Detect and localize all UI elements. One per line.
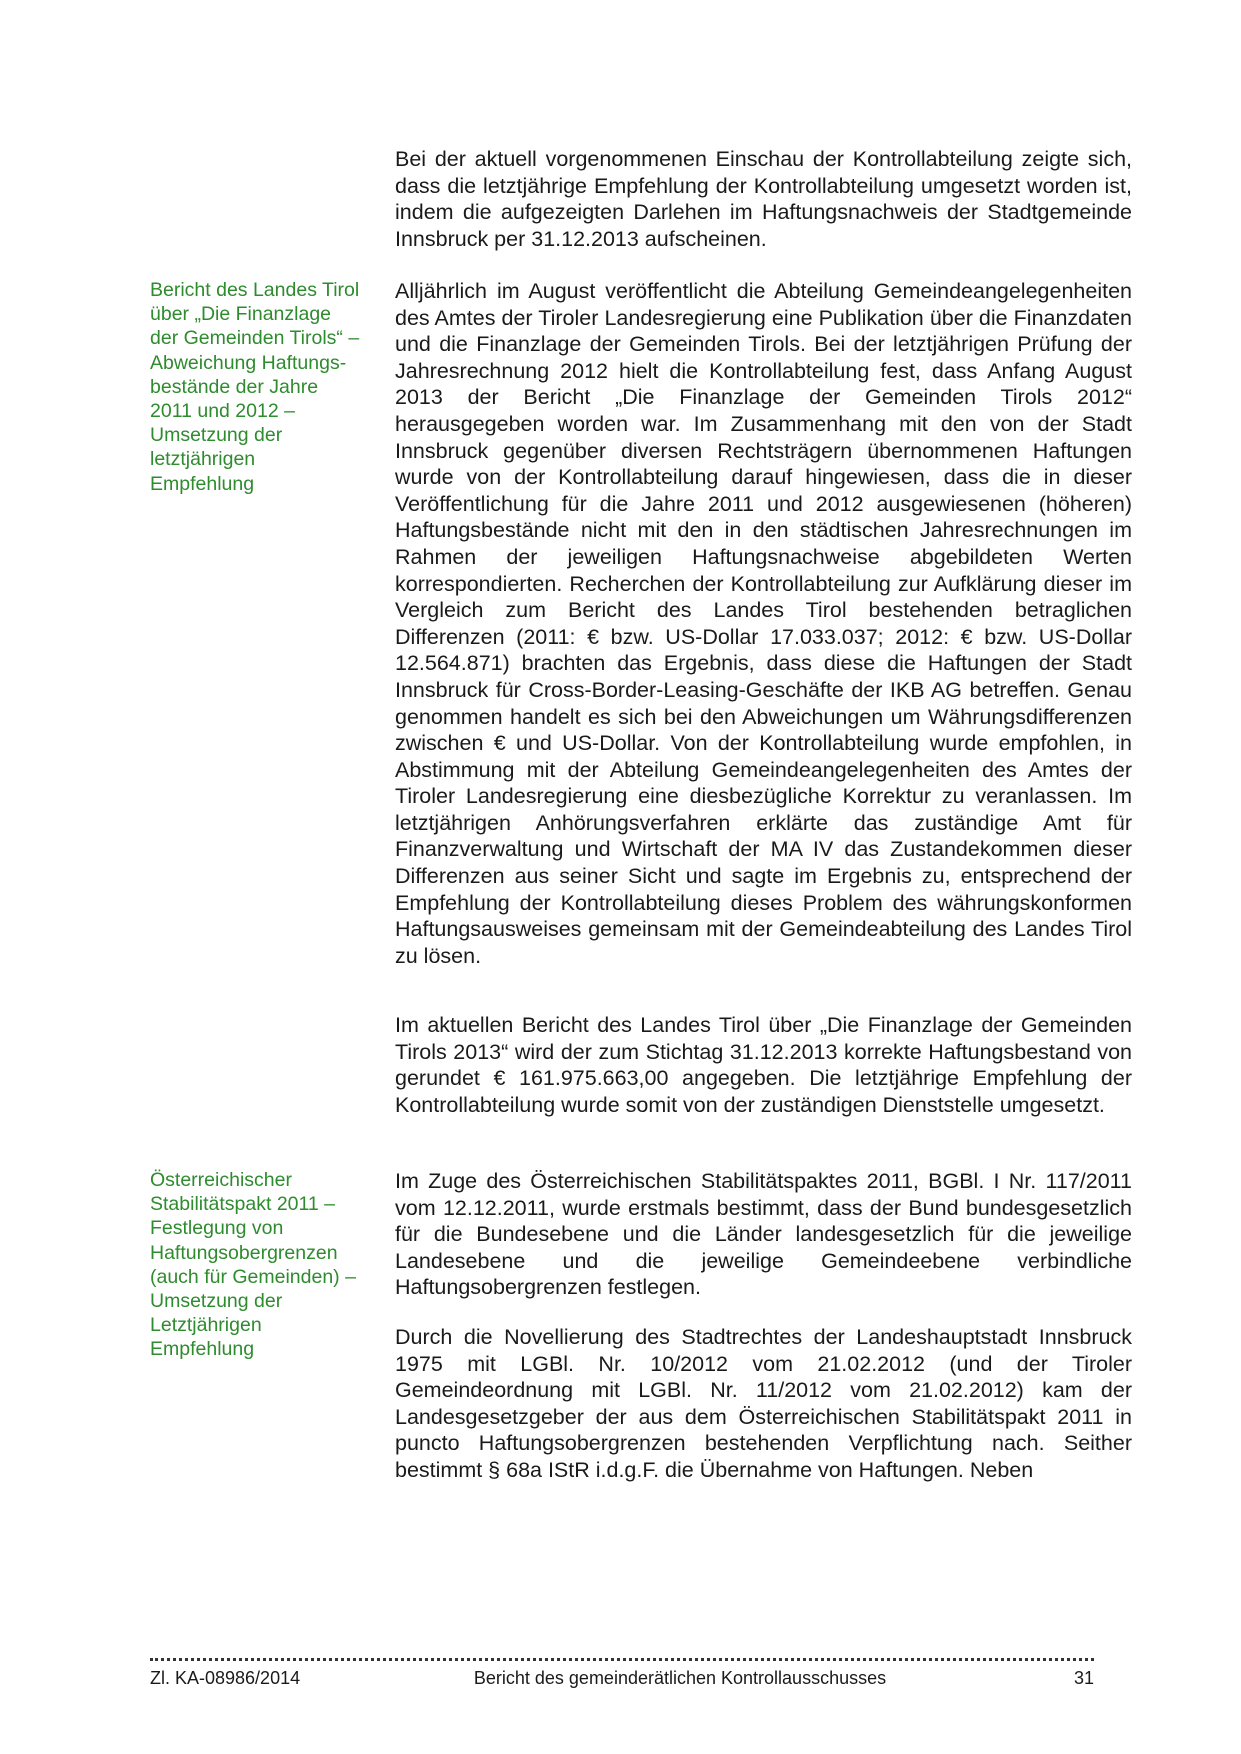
margin-note-line: Haftungsobergrenzen <box>150 1241 338 1264</box>
margin-note-line: Letztjährigen <box>150 1314 262 1337</box>
margin-note-line: Österreichischer <box>150 1169 292 1191</box>
paragraph-novellierung: Durch die Novellierung des Stadtrechtes der Landeshauptstadt Innsbruck 1975 mit LGBl. Nr. 10/2012 vom 21.02.2012 (und der Tiroler Gemeindeordnung mit LGBl. Nr. 11/2012 vom 21.02.2012) kam der Landesgesetzgeber der aus dem Österreichischen Stabilitätspakt 2011 in puncto Haftungsobergrenzen bestehenden Verpflichtung nach. Seither bestimmt § 68a IStR i.d.g.F. die Übernahme von Haftungen. Neben <box>395 1325 1132 1482</box>
margin-note-landesbericht <box>150 278 386 496</box>
margin-note-line: (auch für Gemeinden) – <box>150 1265 356 1288</box>
margin-note-line: Bericht des Landes Tirol <box>150 279 360 301</box>
paragraph-stabilitaetspakt: Im Zuge des Österreichischen Stabilitätspaktes 2011, BGBl. I Nr. 117/2011 vom 12.12.2011, wurde erstmals bestimmt, dass der Bund bundesgesetzlich für die Bundesebene und die Länder landesgesetzlich für die jeweilige Landesebene und die jeweilige Gemeindeebene verbindliche Haftungsobergrenzen festlegen. <box>395 1169 1132 1300</box>
footer-title: Bericht des gemeinderätlichen Kontrollausschusses <box>473 1668 887 1688</box>
margin-note-line: bestände der Jahre <box>150 375 319 398</box>
margin-note-line: über „Die Finanzlage <box>150 303 332 326</box>
margin-note-line: Festlegung von <box>150 1217 284 1240</box>
margin-note-line: Abweichung Haftungs- <box>150 351 347 374</box>
margin-note-line: letztjährigen <box>150 448 256 471</box>
page-number: 31 <box>1073 1668 1094 1688</box>
footer-reference: Zl. KA-08986/2014 <box>150 1668 301 1688</box>
margin-note-line: der Gemeinden Tirols“ – <box>150 327 360 350</box>
paragraph-finanzlage: Alljährlich im August veröffentlicht die Abteilung Gemeindeangelegenheiten des Amtes der Tiroler Landesregierung eine Publikation über die Finanzdaten und die Finanzlage der Gemeinden Tirols. Bei der letztjährigen Prüfung der Jahresrechnung 2012 hielt die Kontrollabteilung fest, dass Anfang August 2013 der Bericht „Die Finanzlage der Gemeinden Tirols 2012“ herausgegeben worden war. Im Zusammenhang mit den von der Stadt Innsbruck gegenüber diversen Rechtsträgern übernommenen Haftungen wurde von der Kontrollabteilung darauf hingewiesen, dass die in dieser Veröffentlichung für die Jahre 2011 und 2012 ausgewiesenen (höheren) Haftungsbestände nicht mit den in den städtischen Jahresrechnungen im Rahmen der jeweiligen Haftungsnachweise abgebildeten Werten korrespondierten. Recherchen der Kontrollabteilung zur Aufklärung dieser im Vergleich zum Bericht des Landes Tirol bestehenden betraglichen Differenzen (2011: € bzw. US-Dollar 17.033.037; 2012: € bzw. US-Dollar 12.564.871) brachten das Ergebnis, dass diese die Haftungen der Stadt Innsbruck für Cross-Border-Leasing-Geschäfte der IKB AG betreffen. Genau genommen handelt es sich bei den Abweichungen um Währungsdifferenzen zwischen € und US-Dollar. Von der Kontrollabteilung wurde empfohlen, in Abstimmung mit der Abteilung Gemeindeangelegenheiten des Amtes der Tiroler Landesregierung eine diesbezügliche Korrektur zu veranlassen. Im letztjährigen Anhörungsverfahren erklärte das zuständige Amt für Finanzverwaltung und Wirtschaft der MA IV das Zustandekommen dieser Differenzen aus seiner Sicht und sagte im Ergebnis zu, entsprechend der Empfehlung der Kontrollabteilung dieses Problem des währungskonformen Haftungsausweises gemeinsam mit der Gemeindeabteilung des Landes Tirol zu lösen. <box>395 279 1132 968</box>
footer-divider <box>150 1658 1094 1661</box>
paragraph-aktueller-bericht: Im aktuellen Bericht des Landes Tirol über „Die Finanzlage der Gemeinden Tirols 2013“ wird der zum Stichtag 31.12.2013 korrekte Haftungsbestand von gerundet € 161.975.663,00 angegeben. Die letztjährige Empfehlung der Kontrollabteilung wurde somit von der zuständigen Dienststelle umgesetzt. <box>395 1013 1132 1117</box>
margin-note-line: Empfehlung <box>150 1338 255 1361</box>
margin-note-line: 2011 und 2012 – <box>150 400 295 423</box>
margin-note-stabilitaetspakt <box>150 1168 386 1362</box>
margin-note-line: Stabilitätspakt 2011 – <box>150 1193 336 1216</box>
margin-note-line: Umsetzung der <box>150 424 283 447</box>
margin-note-line: Umsetzung der <box>150 1290 283 1313</box>
paragraph-einschau: Bei der aktuell vorgenommenen Einschau der Kontrollabteilung zeigte sich, dass die letztjährige Empfehlung der Kontrollabteilung umgesetzt worden ist, indem die aufgezeigten Darlehen im Haftungsnachweis der Stadtgemeinde Innsbruck per 31.12.2013 aufscheinen. <box>395 147 1132 251</box>
margin-note-line: Empfehlung <box>150 472 255 495</box>
